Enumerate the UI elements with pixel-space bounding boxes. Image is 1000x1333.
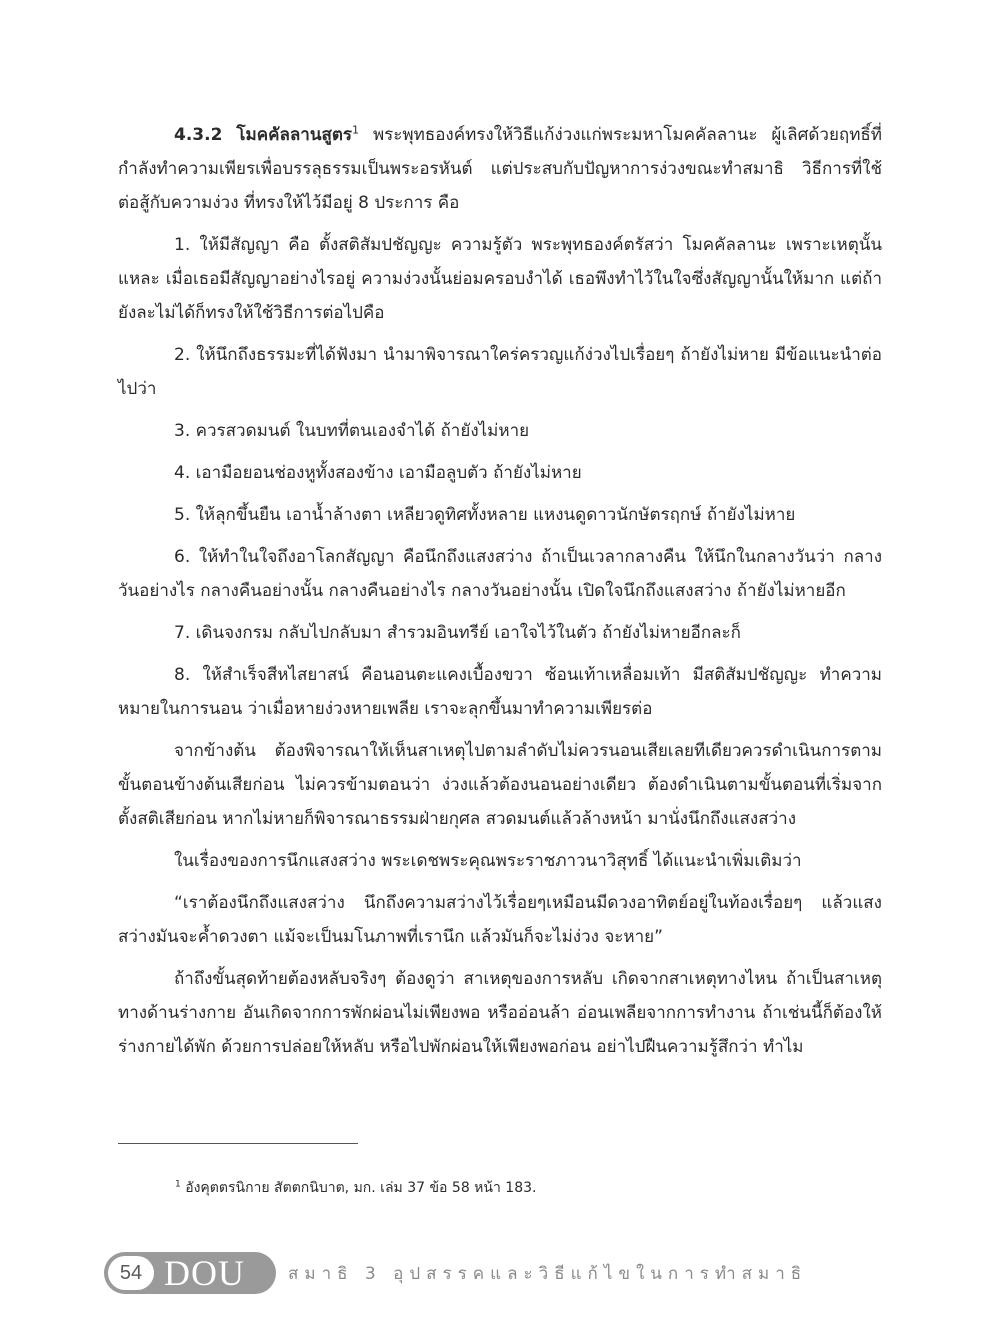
body-paragraph: จากข้างต้น ต้องพิจารณาให้เห็นสาเหตุไปตามลำดับไม่ควรนอนเสียเลยทีเดียวควรดำเนินการตามขั้นตอนข้างต้นเสียก่อน ไม่ควรข้ามตอนว่า ง่วงแล้วต้องนอนอย่างเดียว ต้องดำเนินตามขั้นตอนที่เริ่มจากตั้งสติเสียก่อน หากไม่หายก็พิจารณาธรรมฝ่ายกุศล สวดมนต์แล้วล้างหน้า มานั่งนึกถึงแสงสว่าง — [118, 741, 882, 829]
body-text — [118, 118, 882, 1072]
footnote-text: อังคุตตรนิกาย สัตตกนิบาต, มก. เล่ม 37 ข้อ 58 หน้า 183. — [185, 1180, 537, 1196]
list-item: 6. ให้ทำในใจถึงอาโลกสัญญา คือนึกถึงแสงสว่าง ถ้าเป็นเวลากลางคืน ให้นึกในกลางวันว่า กลางวันอย่างไร กลางคืนอย่างนั้น กลางคืนอย่างไร กลางวันอย่างนั้น เปิดใจนึกถึงแสงสว่าง ถ้ายังไม่หายอีก — [118, 547, 882, 601]
footnote-divider — [118, 1143, 358, 1144]
section-title: โมคคัลลานสูตร — [236, 125, 352, 145]
quote-paragraph: “เราต้องนึกถึงแสงสว่าง นึกถึงความสว่างไว้เรื่อยๆเหมือนมีดวงอาทิตย์อยู่ในท้องเรื่อยๆ แล้วแสงสว่างมันจะค้ำดวงตา แม้จะเป็นมโนภาพที่เรานึก แล้วมันก็จะไม่ง่วง จะหาย” — [118, 893, 882, 947]
list-item: 2. ให้นึกถึงธรรมะที่ได้ฟังมา นำมาพิจารณาใคร่ครวญแก้ง่วงไปเรื่อยๆ ถ้ายังไม่หาย มีข้อแนะนำต่อไปว่า — [118, 345, 882, 399]
list-item: 7. เดินจงกรม กลับไปกลับมา สำรวมอินทรีย์ เอาใจไว้ในตัว ถ้ายังไม่หายอีกละก็ — [174, 623, 741, 643]
list-item: 1. ให้มีสัญญา คือ ตั้งสติสัมปชัญญะ ความรู้ตัว พระพุทธองค์ตรัสว่า โมคคัลลานะ เพราะเหตุนั้นแหละ เมื่อเธอมีสัญญาอย่างไรอยู่ ความง่วงนั้นย่อมครอบงำได้ เธอพึงทำไว้ในใจซึ่งสัญญานั้นให้มาก แต่ถ้ายังละไม่ได้ก็ทรงให้ใช้วิธีการต่อไปคือ — [118, 235, 882, 323]
page-footer — [104, 1251, 807, 1295]
list-item: 5. ให้ลุกขึ้นยืน เอาน้ำล้างตา เหลียวดูทิศทั้งหลาย แหงนดูดาวนักษัตรฤกษ์ ถ้ายังไม่หาย — [174, 505, 796, 525]
footnote — [175, 1178, 536, 1198]
list-item: 3. ควรสวดมนต์ ในบทที่ตนเองจำได้ ถ้ายังไม่หาย — [174, 421, 530, 441]
body-paragraph: ถ้าถึงขั้นสุดท้ายต้องหลับจริงๆ ต้องดูว่า สาเหตุของการหลับ เกิดจากสาเหตุทางไหน ถ้าเป็นสาเหตุทางด้านร่างกาย อันเกิดจากการพักผ่อนไม่เพียงพอ หรืออ่อนล้า อ่อนเพลียจากการทำงาน ถ้าเช่นนี้ก็ต้องให้ร่างกายได้พัก ด้วยการปล่อยให้หลับ หรือไปพักผ่อนให้เพียงพอก่อน อย่าไปฝืนความรู้สึกว่า ทำไม — [118, 969, 882, 1057]
footer-badge — [104, 1252, 276, 1294]
section-intro-text: พระพุทธองค์ทรงให้วิธีแก้ง่วงแก่พระมหาโมคคัลลานะ ผู้เลิศด้วยฤทธิ์ที่กำลังทำความเพียรเพื่อบรรลุธรรมเป็นพระอรหันต์ แต่ประสบกับปัญหาการง่วงขณะทำสมาธิ วิธีการที่ใช้ต่อสู้กับความง่วง ที่ทรงให้ไว้มีอยู่ 8 ประการ คือ — [118, 125, 882, 213]
running-title: สมาธิ 3 อุปสรรคและวิธีแก้ไขในการทำสมาธิ — [288, 1263, 808, 1284]
body-paragraph: ในเรื่องของการนึกแสงสว่าง พระเดชพระคุณพระราชภาวนาวิสุทธิ์ ได้แนะนำเพิ่มเติมว่า — [174, 851, 802, 871]
footnote-mark: 1 — [175, 1179, 181, 1190]
footnote-reference[interactable]: 1 — [352, 123, 359, 137]
section-heading-paragraph — [118, 118, 882, 220]
section-number: 4.3.2 — [174, 125, 223, 145]
list-item: 4. เอามือยอนช่องหูทั้งสองข้าง เอามือลูบตัว ถ้ายังไม่หาย — [174, 463, 582, 483]
list-item: 8. ให้สำเร็จสีหไสยาสน์ คือนอนตะแคงเบื้องขวา ซ้อนเท้าเหลื่อมเท้า มีสติสัมปชัญญะ ทำความหมายในการนอน ว่าเมื่อหายง่วงหายเพลีย เราจะลุกขึ้นมาทำความเพียรต่อ — [118, 665, 882, 719]
page-number: 54 — [108, 1256, 154, 1290]
brand-logo: DOU — [164, 1253, 245, 1293]
